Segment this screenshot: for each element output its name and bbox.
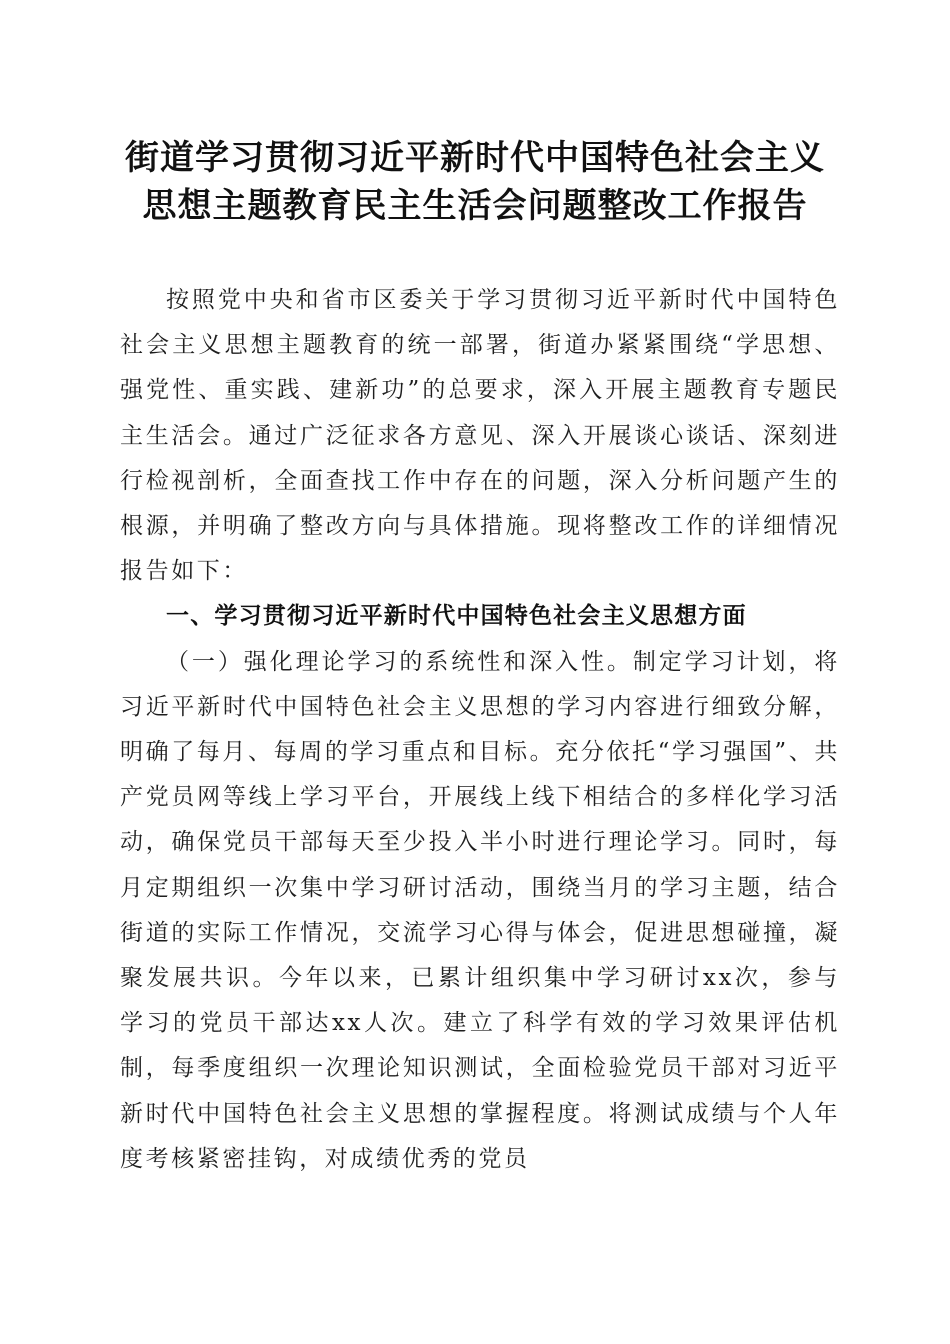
document-body xyxy=(120,278,840,1182)
section-heading-1: 一、学习贯彻习近平新时代中国特色社会主义思想方面 xyxy=(166,603,747,630)
section-1-paragraph-1: （一）强化理论学习的系统性和深入性。制定学习计划，将习近平新时代中国特色社会主义思想的学习内容进行细致分解，明确了每月、每周的学习重点和目标。充分依托“学习强国”、共产党员网等线上学习平台，开展线上线下相结合的多样化学习活动，确保党员干部每天至少投入半小时进行理论学习。同时，每月定期组织一次集中学习研讨活动，围绕当月的学习主题，结合街道的实际工作情况，交流学习心得与体会，促进思想碰撞，凝聚发展共识。今年以来，已累计组织集中学习研讨xx次，参与学习的党员干部达xx人次。建立了科学有效的学习效果评估机制，每季度组织一次理论知识测试，全面检验党员干部对习近平新时代中国特色社会主义思想的掌握程度。将测试成绩与个人年度考核紧密挂钩，对成绩优秀的党员 xyxy=(120,648,840,1172)
title-line-1: 街道学习贯彻习近平新时代中国特色社会主义 xyxy=(125,138,825,178)
title-line-2: 思想主题教育民主生活会问题整改工作报告 xyxy=(142,186,808,226)
document-title xyxy=(60,134,890,230)
intro-paragraph: 按照党中央和省市区委关于学习贯彻习近平新时代中国特色社会主义思想主题教育的统一部署，街道办紧紧围绕“学思想、强党性、重实践、建新功”的总要求，深入开展主题教育专题民主生活会。通过广泛征求各方意见、深入开展谈心谈话、深刻进行检视剖析，全面查找工作中存在的问题，深入分析问题产生的根源，并明确了整改方向与具体措施。现将整改工作的详细情况报告如下： xyxy=(120,287,840,585)
